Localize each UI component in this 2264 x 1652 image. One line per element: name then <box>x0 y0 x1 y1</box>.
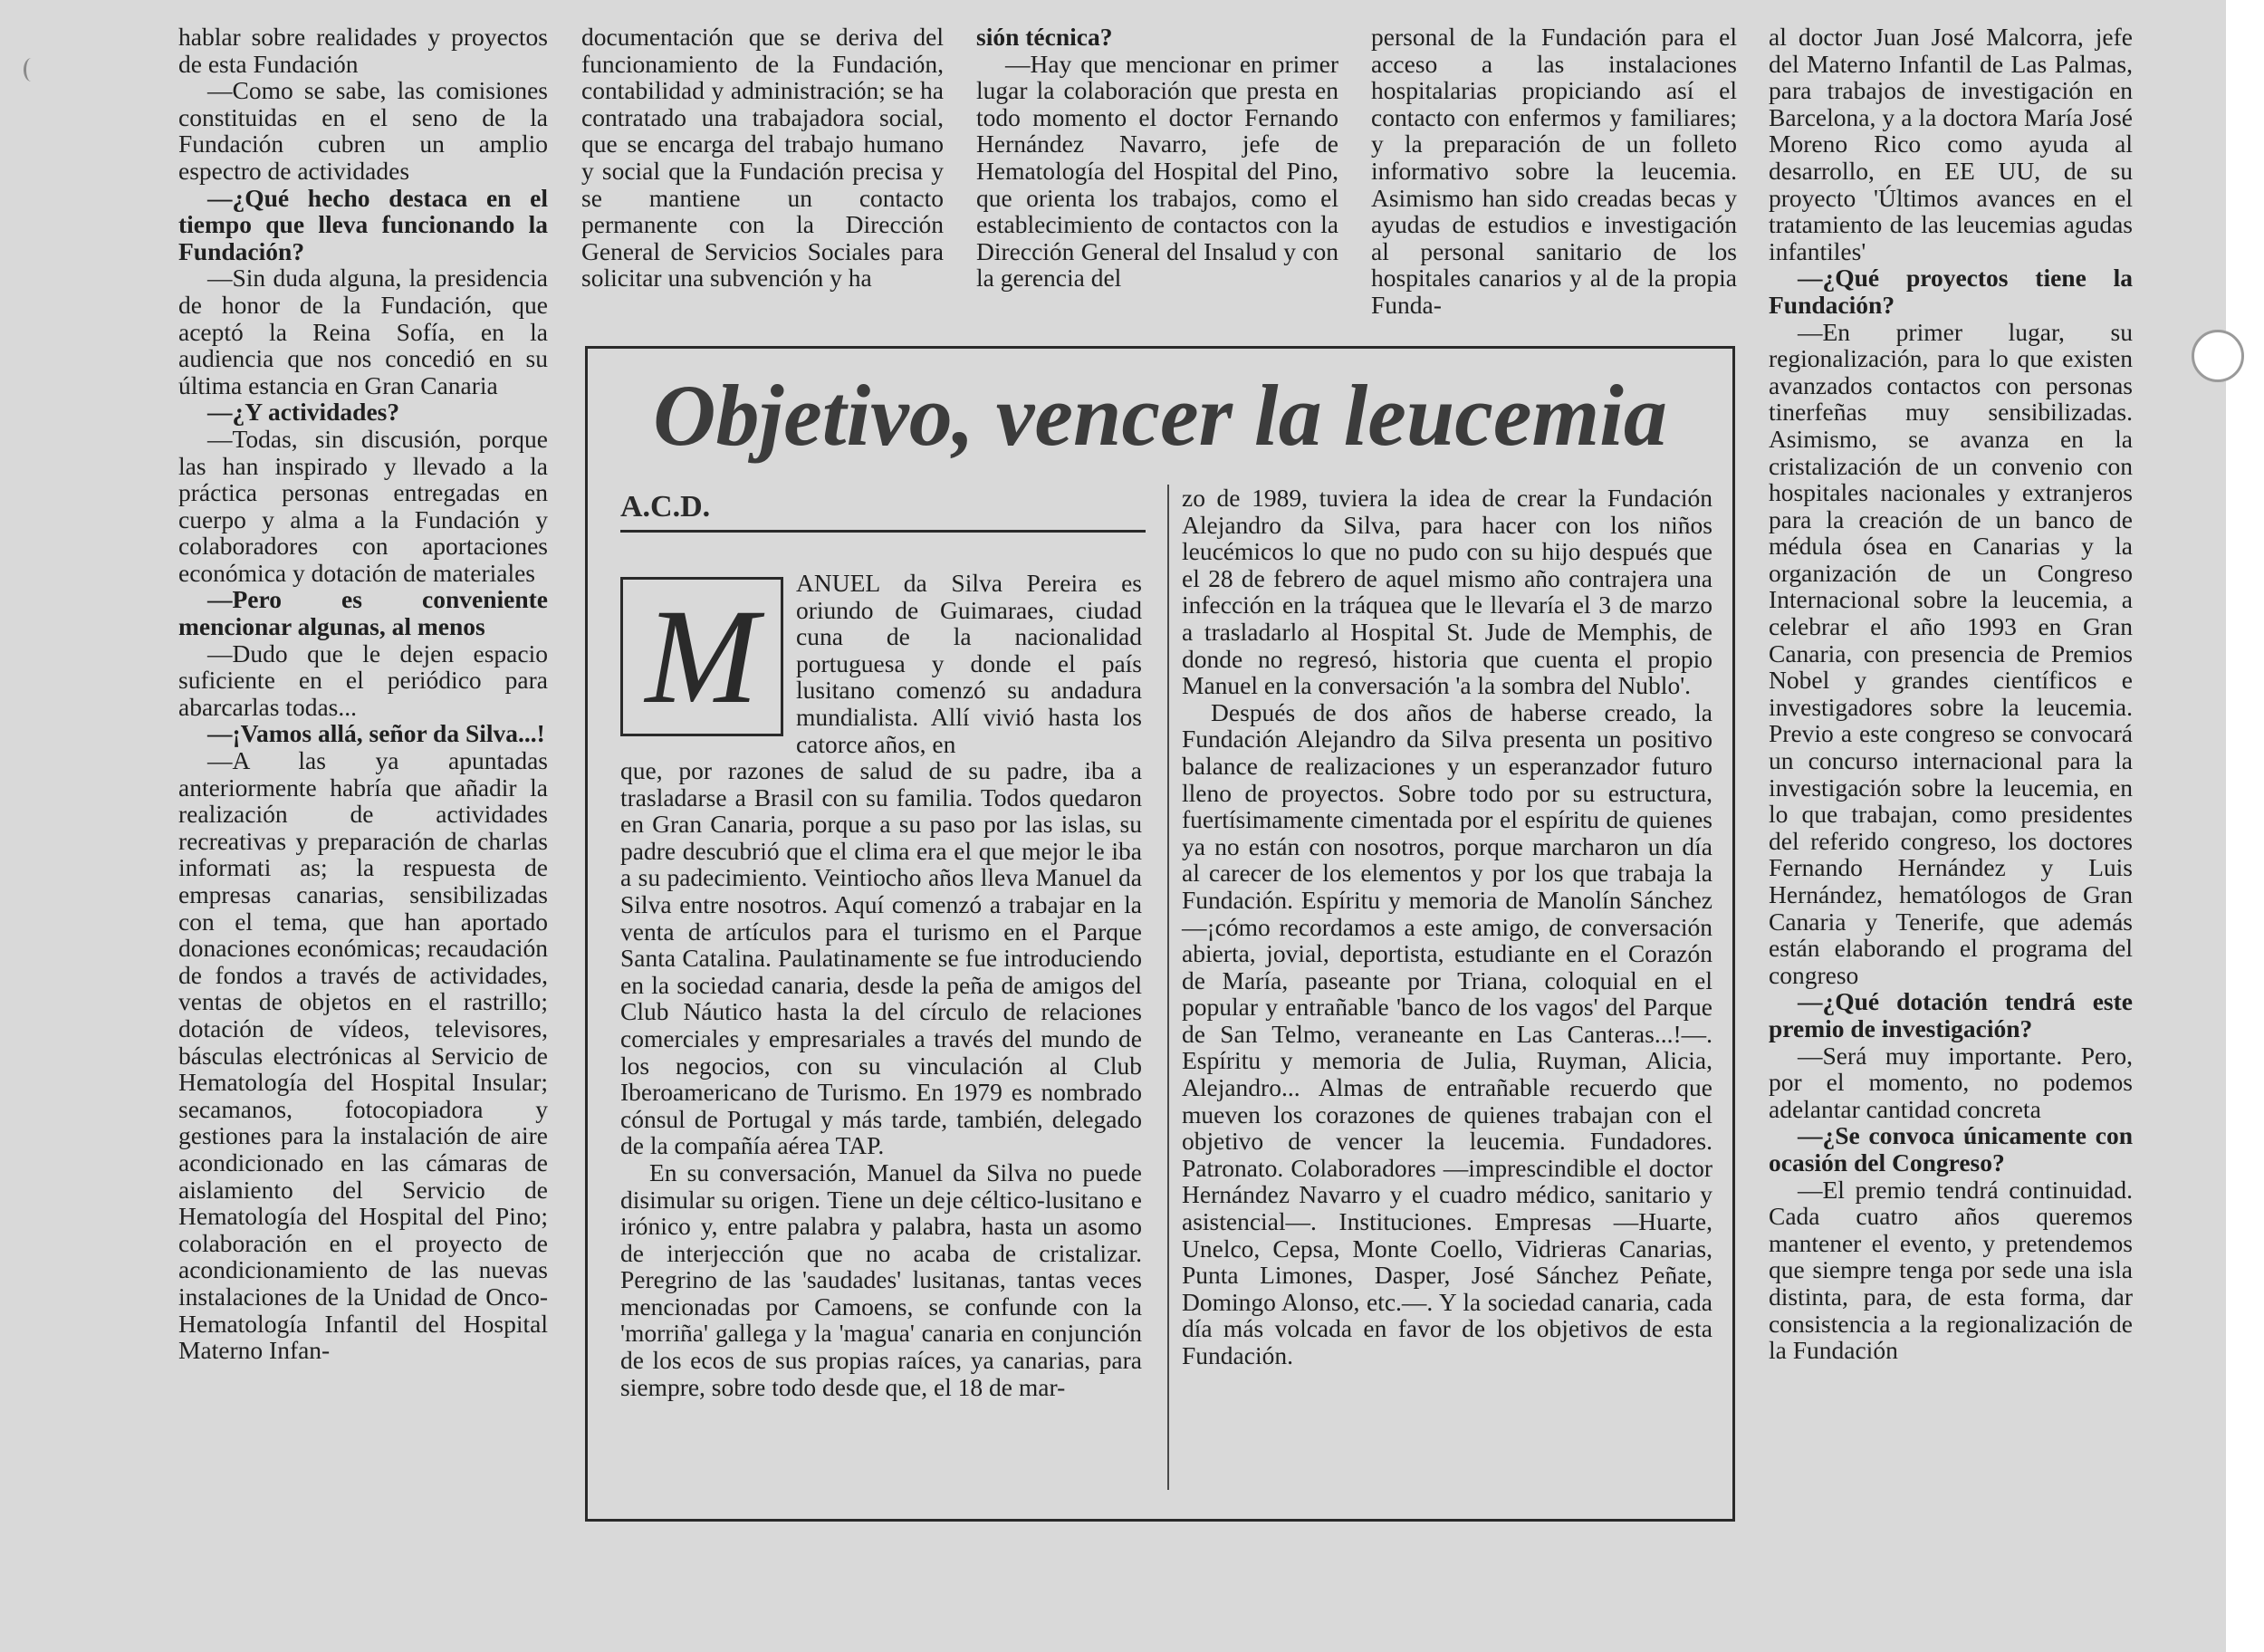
article-column-left-top <box>796 570 1142 757</box>
article-box <box>585 346 1735 1522</box>
paragraph: al doctor Juan José Malcorra, jefe del Materno Infantil de Las Palmas, para trabajos de investigación en Barcelona, y a la doctora María José Moreno Rico como ayuda al desarrollo, en EE UU, de su proyecto 'Últimos avances en el tratamiento de las leucemias agudas infantiles' <box>1769 23 2133 265</box>
interview-question: —¿Qué dotación tendrá este premio de investigación? <box>1769 987 2133 1042</box>
paragraph: —Todas, sin discusión, porque las han inspirado y llevado a la práctica personas entregadas en cuerpo y alma a la Fundación y colaboradores con aportaciones económica y dotación de materiales <box>178 424 548 587</box>
paragraph: zo de 1989, tuviera la idea de crear la Fundación Alejandro da Silva, para hacer con los niños leucémicos lo que no pudo con su hijo después que el 28 de febrero de aquel mismo año contrajera una infección en la tráquea que le llevaría el 3 de marzo a trasladarlo al Hospital St. Jude de Memphis, de donde no regresó, historia que cuenta el propio Manuel en la conversación 'a la sombra del Nublo'. <box>1182 484 1712 700</box>
article-byline: A.C.D. <box>620 490 1146 533</box>
article-headline: Objetivo, vencer la leucemia <box>653 367 1667 464</box>
paragraph: —Hay que mencionar en primer lugar la colaboración que presta en todo momento el doctor Fernando Hernández Navarro, jefe de Hematología del Hospital del Pino, que orienta los trabajos, como el establecimiento de contactos con la Dirección General del Insalud y con la gerencia del <box>976 49 1338 293</box>
column-divider <box>1167 485 1169 1490</box>
paragraph: —Dudo que le dejen espacio suficiente en el periódico para abarcarlas todas... <box>178 639 548 721</box>
paragraph: —Sin duda alguna, la presidencia de honor de la Fundación, que aceptó la Reina Sofía, en la audiencia que nos concedió en su última estancia en Gran Canaria <box>178 264 548 399</box>
paragraph: que, por razones de salud de su padre, iba a trasladarse a Brasil con su familia. Todos quedaron en Gran Canaria, porque a su paso por las islas, su padre descubrió que el clima era el que mejor le iba a su padecimiento. Veintiocho años lleva Manuel da Silva entre nosotros. Aquí comenzó a trabajar en la venta de artículos para el turismo en el Parque Santa Catalina. Paulatinamente se fue introduciendo en la sociedad canaria, desde la peña de amigos del Club Náutico hasta la del círculo de relaciones comerciales y empresariales a través del mundo de los negocios, con su vinculación al Club Iberoamericano de Turismo. En 1979 es nombrado cónsul de Portugal y más tarde, también, delegado de la compañía aérea TAP. <box>620 756 1142 1160</box>
paragraph: Después de dos años de haberse creado, la Fundación Alejandro da Silva presenta un positivo balance de realizaciones y un esperanzador futuro lleno de proyectos. Sobre todo por su estructura, fuertísimamente cimentada por el espíritu de quienes ya no están con nosotros, porque marcharon un día al carecer de los elementos y por los que trabaja la Fundación. Espíritu y memoria de Manolín Sánchez —¡cómo recordamos a este amigo, de conversación abierta, jovial, deportista, estudiante en el Corazón de María, paseante por Triana, coloquial en el popular y entrañable 'banco de los vagos' del Parque de San Telmo, veraneante en Las Canteras...!—. Espíritu y memoria de Julia, Ruyman, Alicia, Alejandro... Almas de entrañable recuerdo que mueven los corazones de quienes trabajan con el objetivo de vencer la leucemia. Fundadores. Patronato. Colaboradores —imprescindible el doctor Hernández Navarro y el cuadro médico, sanitario y asistencial—. Instituciones. Empresas —Huarte, Unelco, Cepsa, Monte Coello, Vidrieras Canarias, Punta Limones, Dasper, José Sánchez Peñate, Domingo Alonso, etc.—. Y la sociedad canaria, cada día más volcada en favor de los objetivos de esta Fundación. <box>1182 697 1712 1369</box>
paragraph: personal de la Fundación para el acceso a las instalaciones hospitalarias propiciando así el contacto con enfermos y familiares; y la preparación de un folleto informativo sobre la leucemia. Asimismo han sido creadas becas y ayudas de estudios e investigación al personal sanitario de los hospitales canarios y al de la propia Funda- <box>1371 23 1737 319</box>
drop-cap: M <box>620 577 783 736</box>
paragraph: ANUEL da Silva Pereira es oriundo de Guimaraes, ciudad cuna de la nacionalidad portuguesa y donde el país lusitano comenzó su andadura mundialista. Allí vivió hasta los catorce años, en <box>796 569 1142 758</box>
paragraph: documentación que se deriva del funcionamiento de la Fundación, contabilidad y administración; se ha contratado una trabajadora social, que se encarga del trabajo humano y social que la Fundación precisa y se mantiene un contacto permanente con la Dirección General de Servicios Sociales para solicitar una subvención y ha <box>581 23 944 293</box>
paper-mark <box>24 58 39 82</box>
interview-question: —¿Se convoca únicamente con ocasión del Congreso? <box>1769 1121 2133 1177</box>
interview-question: —¿Y actividades? <box>207 398 400 427</box>
paragraph: —En primer lugar, su regionalización, para lo que existen avanzados contactos con personas tinerfeñas muy sensibilizadas. Asimismo, se avanza en la cristalización de un convenio con hospitales nacionales y extranjeros para la creación de un banco de médula ósea en Canarias y la organización de un Congreso Internacional sobre la leucemia, a celebrar el año 1993 en Gran Canaria, con presencia de Premios Nobel y grandes científicos e investigadores sobre la leucemia. Previo a este congreso se convocará un concurso internacional para la investigación sobre la leucemia, en lo que trabajan, como presidentes del referido congreso, los doctores Fernando Hernández y Luis Hernández, hematólogos de Gran Canaria y Tenerife, que además están elaborando el programa del congreso <box>1769 317 2133 989</box>
column-5 <box>1769 24 2133 1364</box>
article-column-right <box>1182 485 1712 1369</box>
column-4 <box>1371 24 1737 319</box>
interview-question: —¡Vamos allá, señor da Silva...! <box>207 719 545 748</box>
column-1 <box>178 24 548 1364</box>
interview-question: —Pero es conveniente mencionar algunas, al menos <box>178 585 548 641</box>
paragraph: —A las ya apuntadas anteriormente habría que añadir la realización de actividades recreativas y preparación de charlas informati as; la respuesta de empresas canarias, sensibilizadas con el tema, que han aportado donaciones económicas; recaudación de fondos a través de actividades, ventas de objetos en el rastrillo; dotación de vídeos, televisores, básculas electrónicas al Servicio de Hematología del Hospital Insular; secamanos, fotocopiadora y gestiones para la instalación de aire acondicionado en las cámaras de aislamiento del Servicio de Hematología del Hospital del Pino; colaboración en el proyecto de acondicionamiento de las nuevas instalaciones de la Unidad de Onco-Hematología Infantil del Hospital Materno Infan- <box>178 746 548 1365</box>
interview-question: —¿Qué hecho destaca en el tiempo que lleva funcionando la Fundación? <box>178 183 548 265</box>
paragraph: En su conversación, Manuel da Silva no puede disimular su origen. Tiene un deje céltico-lusitano e irónico y, entre palabra y palabra, hasta un asomo de interjección que no acaba de cristalizar. Peregrino de las 'saudades' lusitanas, tantas veces mencionadas por Camoens, se confunde con la 'morriña' gallega y la 'magua' canaria en conjunción de los ecos de sus propias raíces, ya canarias, para siempre, sobre todo desde que, el 18 de mar- <box>620 1157 1142 1401</box>
column-2 <box>581 24 944 292</box>
paragraph: —El premio tendrá continuidad. Cada cuatro años queremos mantener el evento, y pretendemos que siempre tenga por sede una isla distinta, para, de esta forma, dar consistencia a la regionalización de la Fundación <box>1769 1175 2133 1365</box>
punch-hole <box>2192 330 2244 382</box>
paragraph: —Será muy importante. Pero, por el momento, no podemos adelantar cantidad concreta <box>1769 1041 2133 1123</box>
paragraph: hablar sobre realidades y proyectos de esta Fundación <box>178 23 548 78</box>
column-3 <box>976 24 1338 292</box>
interview-question: —¿Qué proyectos tiene la Fundación? <box>1769 264 2133 319</box>
article-column-left <box>620 757 1142 1400</box>
interview-question: sión técnica? <box>976 23 1113 51</box>
paragraph: —Como se sabe, las comisiones constituidas en el seno de la Fundación cubren un amplio espectro de actividades <box>178 76 548 185</box>
